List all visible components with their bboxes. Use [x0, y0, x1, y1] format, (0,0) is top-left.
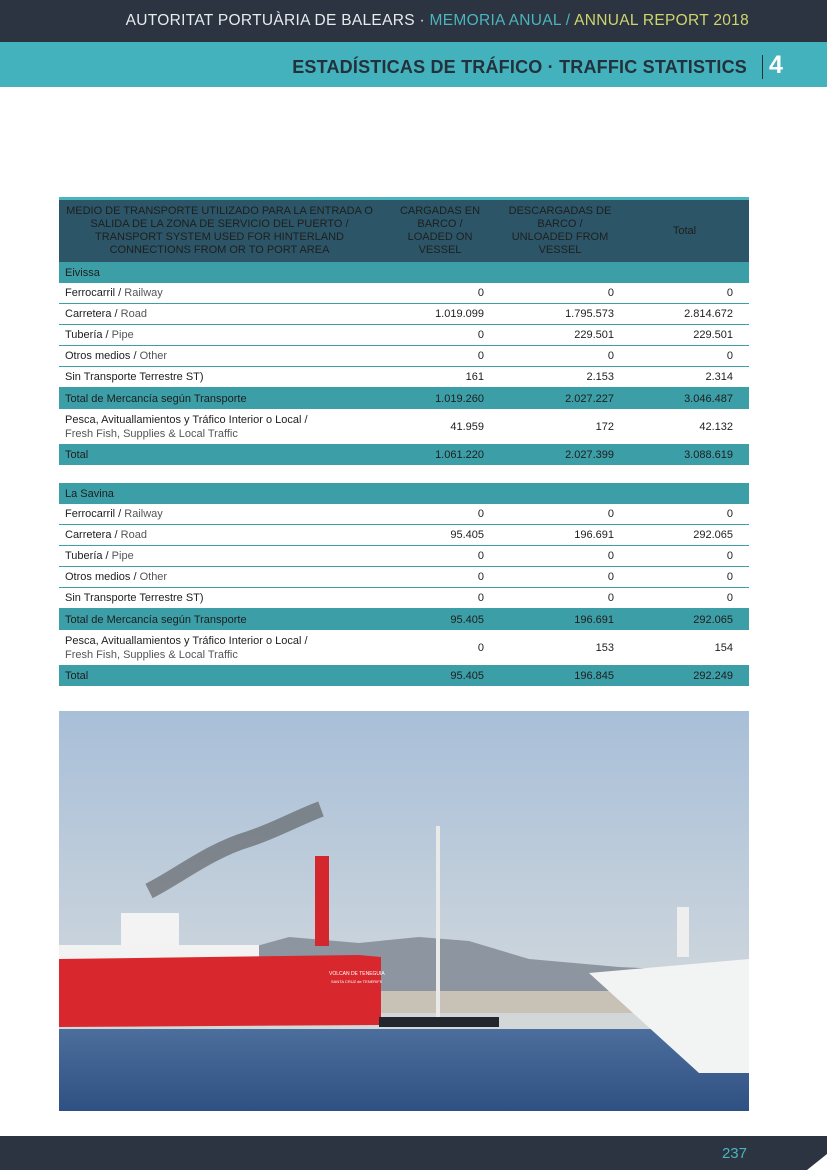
col-header-transport: MEDIO DE TRANSPORTE UTILIZADO PARA LA ENTRADA O SALIDA DE LA ZONA DE SERVICIO DEL PUERTO / TRANSPORT SYSTEM USED FOR HINTERLAND CONNECTIONS FROM OR TO PORT AREA	[59, 199, 390, 263]
section-header-row	[59, 483, 749, 504]
section-divider	[762, 55, 763, 79]
row-value: 0	[500, 588, 630, 609]
row-label	[59, 525, 390, 546]
footer-bar	[0, 1136, 827, 1170]
table-row	[59, 346, 749, 367]
row-label-en: Pipe	[111, 550, 134, 562]
header-memoria: MEMORIA ANUAL /	[429, 12, 575, 29]
table-header-row	[59, 199, 749, 263]
subtotal-value: 2.027.227	[500, 388, 630, 410]
total-value: 2.027.399	[500, 444, 630, 466]
table-row	[59, 283, 749, 304]
row-value: 0	[390, 504, 500, 525]
row-label-es: Otros medios /	[65, 350, 140, 362]
total-value: 95.405	[390, 665, 500, 687]
row-label-es: Tubería /	[65, 550, 112, 562]
section-name: La Savina	[59, 483, 749, 504]
fish-value: 172	[500, 410, 630, 445]
section-title: ESTADÍSTICAS DE TRÁFICO · TRAFFIC STATISTICS	[292, 57, 747, 77]
section-name: Eivissa	[59, 262, 749, 283]
fish-label-en: Fresh Fish, Supplies & Local Traffic	[65, 649, 238, 661]
fish-label-en: Fresh Fish, Supplies & Local Traffic	[65, 428, 238, 440]
fish-supplies-row	[59, 631, 749, 666]
row-label-es: Sin Transporte Terrestre ST)	[65, 592, 204, 604]
row-label	[59, 588, 390, 609]
row-value: 161	[390, 367, 500, 388]
row-label-es: Otros medios /	[65, 571, 140, 583]
total-value: 3.088.619	[630, 444, 749, 466]
fish-label-es: Pesca, Avituallamientos y Tráfico Interior o Local /	[65, 635, 308, 647]
total-value: 1.061.220	[390, 444, 500, 466]
row-value: 0	[500, 346, 630, 367]
red-ferry-hull	[59, 955, 381, 1027]
sailboat-mast	[436, 826, 440, 1021]
row-value: 229.501	[630, 325, 749, 346]
row-label-es: Sin Transporte Terrestre ST)	[65, 371, 204, 383]
row-value: 0	[390, 283, 500, 304]
subtotal-value: 3.046.487	[630, 388, 749, 410]
subtotal-value: 1.019.260	[390, 388, 500, 410]
subtotal-value: 292.065	[630, 609, 749, 631]
ferry-funnel	[315, 856, 329, 946]
row-value: 0	[630, 346, 749, 367]
ferry-name: VOLCAN DE TENEGUIA	[329, 971, 385, 977]
section-spacer	[59, 466, 749, 484]
subtotal-row	[59, 609, 749, 631]
table-row	[59, 367, 749, 388]
fish-value: 153	[500, 631, 630, 666]
fish-supplies-row	[59, 410, 749, 445]
table-row	[59, 325, 749, 346]
row-value: 0	[500, 283, 630, 304]
corner-stripe	[757, 1136, 827, 1170]
row-value: 0	[500, 567, 630, 588]
row-value: 0	[630, 546, 749, 567]
subtotal-row	[59, 388, 749, 410]
row-label-es: Carretera /	[65, 529, 121, 541]
row-value: 0	[630, 567, 749, 588]
ferry-bridge	[121, 913, 179, 947]
row-value: 0	[390, 346, 500, 367]
fish-label	[59, 631, 390, 666]
fish-value: 41.959	[390, 410, 500, 445]
row-label-en: Road	[120, 308, 147, 320]
fish-value: 42.132	[630, 410, 749, 445]
row-label	[59, 304, 390, 325]
row-label-en: Other	[139, 350, 168, 362]
ferry-port: SANTA CRUZ de TENERIFE	[331, 979, 383, 984]
row-value: 0	[500, 504, 630, 525]
row-label	[59, 283, 390, 304]
top-header-bar	[0, 0, 827, 42]
row-label-es: Tubería /	[65, 329, 112, 341]
row-value: 0	[390, 546, 500, 567]
row-label-es: Ferrocarril /	[65, 508, 125, 520]
row-label-es: Ferrocarril /	[65, 287, 125, 299]
eivissa-section	[59, 262, 749, 466]
harbor-photo-illustration	[59, 711, 749, 1111]
savina-section	[59, 483, 749, 687]
row-value: 0	[390, 567, 500, 588]
total-row	[59, 444, 749, 466]
row-value: 196.691	[500, 525, 630, 546]
subtotal-value: 95.405	[390, 609, 500, 631]
table-row	[59, 588, 749, 609]
row-label-en: Railway	[124, 287, 163, 299]
table-row	[59, 567, 749, 588]
col-header-total: Total	[630, 199, 749, 263]
total-label: Total	[59, 444, 390, 466]
traffic-table	[59, 197, 749, 687]
row-value: 1.019.099	[390, 304, 500, 325]
fish-label	[59, 410, 390, 445]
row-label	[59, 325, 390, 346]
row-value: 1.795.573	[500, 304, 630, 325]
row-value: 0	[630, 283, 749, 304]
row-value: 95.405	[390, 525, 500, 546]
row-value: 0	[630, 588, 749, 609]
table-row	[59, 546, 749, 567]
row-value: 2.814.672	[630, 304, 749, 325]
fish-value: 154	[630, 631, 749, 666]
row-label	[59, 346, 390, 367]
col-header-unloaded: DESCARGADAS DE BARCO / UNLOADED FROM VESSEL	[500, 199, 630, 263]
row-label-en: Pipe	[111, 329, 134, 341]
row-value: 0	[390, 325, 500, 346]
yacht-mast	[677, 907, 689, 957]
subtotal-label: Total de Mercancía según Transporte	[59, 609, 390, 631]
header-text	[126, 12, 749, 30]
subtotal-value: 196.691	[500, 609, 630, 631]
row-value: 0	[630, 504, 749, 525]
row-label-es: Carretera /	[65, 308, 121, 320]
row-label	[59, 504, 390, 525]
section-header-row	[59, 262, 749, 283]
harbor-photo	[59, 711, 749, 1111]
total-row	[59, 665, 749, 687]
row-label-en: Railway	[124, 508, 163, 520]
row-value: 229.501	[500, 325, 630, 346]
fish-value: 0	[390, 631, 500, 666]
subtotal-label: Total de Mercancía según Transporte	[59, 388, 390, 410]
row-label	[59, 546, 390, 567]
row-label	[59, 367, 390, 388]
table-row	[59, 304, 749, 325]
row-value: 0	[500, 546, 630, 567]
row-value: 2.314	[630, 367, 749, 388]
table-row	[59, 525, 749, 546]
row-label-en: Other	[139, 571, 168, 583]
row-label-en: Road	[120, 529, 147, 541]
table-row	[59, 504, 749, 525]
section-number: 4	[769, 51, 783, 79]
row-value: 0	[390, 588, 500, 609]
page-number: 237	[721, 1145, 747, 1162]
sailboat-hull	[379, 1017, 499, 1027]
sea	[59, 1029, 749, 1111]
row-label	[59, 567, 390, 588]
fish-label-es: Pesca, Avituallamientos y Tráfico Interior o Local /	[65, 414, 308, 426]
header-org: AUTORITAT PORTUÀRIA DE BALEARS ·	[125, 12, 430, 29]
row-value: 292.065	[630, 525, 749, 546]
total-value: 196.845	[500, 665, 630, 687]
total-label: Total	[59, 665, 390, 687]
row-value: 2.153	[500, 367, 630, 388]
header-report: ANNUAL REPORT 2018	[574, 12, 749, 29]
total-value: 292.249	[630, 665, 749, 687]
col-header-loaded: CARGADAS EN BARCO / LOADED ON VESSEL	[390, 199, 500, 263]
section-bar	[0, 42, 827, 87]
